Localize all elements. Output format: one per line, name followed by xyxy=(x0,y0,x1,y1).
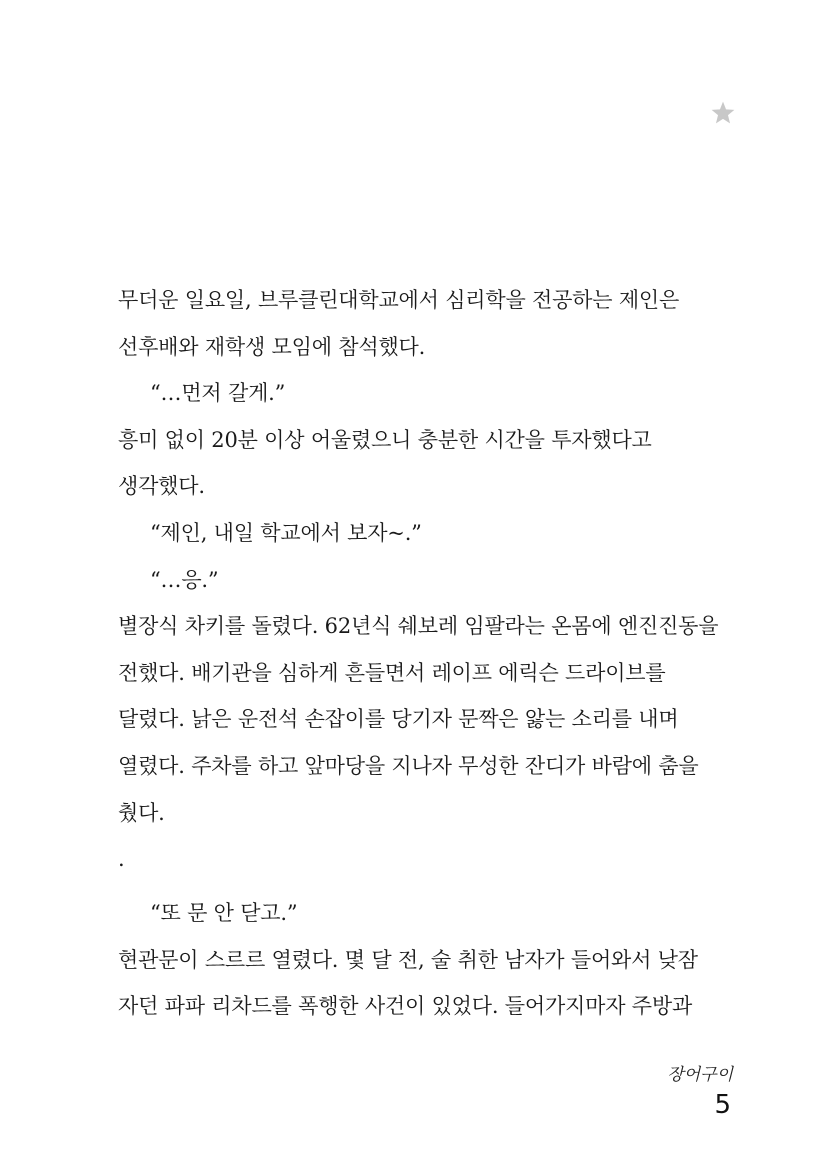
body-text xyxy=(118,282,738,1035)
paragraph-line: 달렸다. 낡은 운전석 손잡이를 당기자 문짝은 앓는 소리를 내며 xyxy=(118,707,679,732)
star-icon xyxy=(710,100,736,126)
dialogue-line: “또 문 안 닫고.” xyxy=(150,901,298,926)
dialogue-line: “…먼저 갈게.” xyxy=(150,381,286,406)
paragraph-line: 별장식 차키를 돌렸다. 62년식 쉐보레 임팔라는 온몸에 엔진진동을 xyxy=(118,614,719,639)
section-break: . xyxy=(118,847,125,872)
dialogue-line: “제인, 내일 학교에서 보자~.” xyxy=(150,520,422,545)
paragraph-line: 열렸다. 주차를 하고 앞마당을 지나자 무성한 잔디가 바람에 춤을 xyxy=(118,753,699,778)
page-number: 5 xyxy=(714,1090,731,1120)
paragraph-line: 무더운 일요일, 브루클린대학교에서 심리학을 전공하는 제인은 xyxy=(118,288,680,312)
paragraph-line: 현관문이 스르르 열렸다. 몇 달 전, 술 취한 남자가 들어와서 낮잠 xyxy=(118,947,698,972)
paragraph-line: 췄다. xyxy=(118,800,165,825)
dialogue-line: “…응.” xyxy=(150,567,219,592)
paragraph-line: 전했다. 배기관을 심하게 흔들면서 레이프 에릭슨 드라이브를 xyxy=(118,660,666,685)
paragraph-line: 자던 파파 리차드를 폭행한 사건이 있었다. 들어가지마자 주방과 xyxy=(118,994,693,1019)
paragraph-line: 생각했다. xyxy=(118,474,205,499)
paragraph-line: 흥미 없이 20분 이상 어울렸으니 충분한 시간을 투자했다고 xyxy=(118,427,652,452)
running-title: 장어구이 xyxy=(667,1065,733,1085)
paragraph-line: 선후배와 재학생 모임에 참석했다. xyxy=(118,334,426,359)
